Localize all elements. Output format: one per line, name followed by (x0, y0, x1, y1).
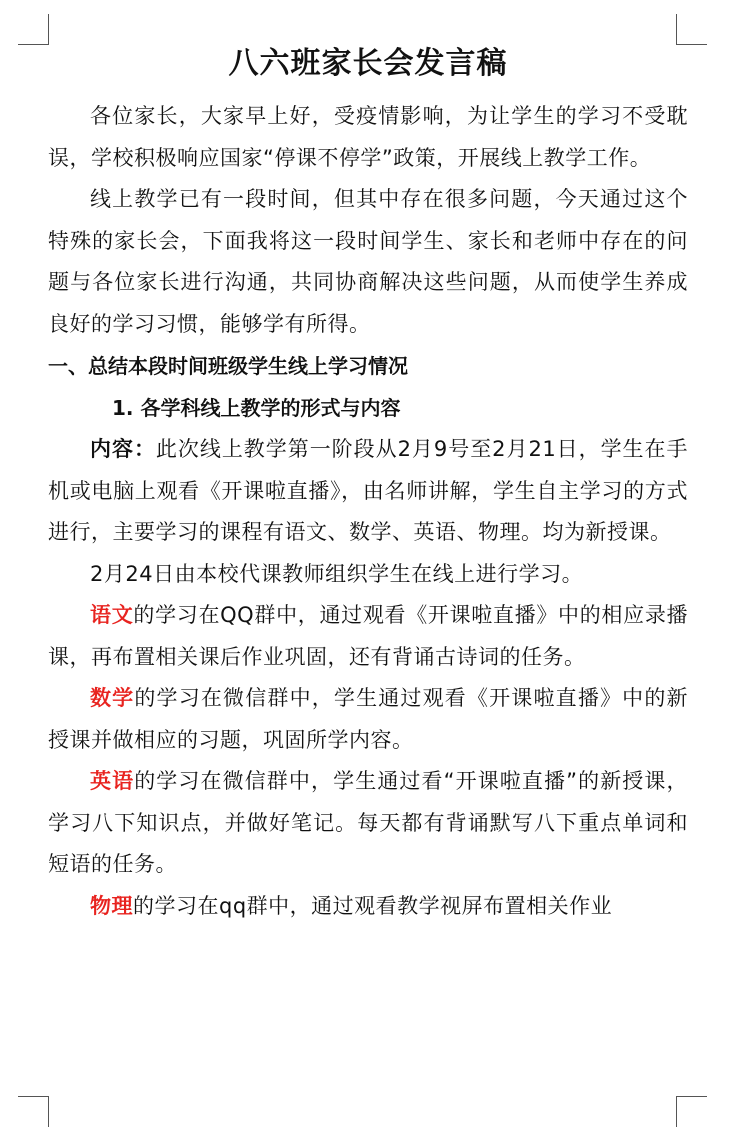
document-title: 八六班家长会发言稿 (228, 46, 508, 81)
paragraph-greeting: 各位家长，大家早上好，受疫情影响，为让学生的学习不受耽误，学校积极响应国家“停课不停学”政策，开展线上教学工作。 (48, 104, 688, 170)
section-heading-1: 一、总结本段时间班级学生线上学习情况 (48, 354, 408, 378)
content-label: 内容： (90, 437, 156, 461)
subject-name-physics: 物理 (90, 893, 133, 918)
page-corner-mark-top-left (18, 14, 49, 45)
subject-text-physics: 的学习在qq群中，通过观看教学视屏布置相关作业 (133, 893, 613, 918)
page-corner-mark-bottom-left (18, 1096, 49, 1127)
page-corner-mark-bottom-right (676, 1096, 707, 1127)
content-text: 此次线上教学第一阶段从2月9号至2月21日，学生在手机或电脑上观看《开课啦直播》，由名师讲解，学生自主学习的方式进行，主要学习的课程有语文、数学、英语、物理。均为新授课。 (48, 437, 689, 544)
subject-text-english: 的学习在微信群中，学生通过看“开课啦直播”的新授课，学习八下知识点，并做好笔记。每天都有背诵默写八下重点单词和短语的任务。 (48, 769, 688, 876)
paragraph-subject-math (48, 678, 688, 761)
subsection-heading-1-1: 1. 各学科线上教学的形式与内容 (112, 396, 401, 420)
paragraph-subject-physics (48, 886, 688, 928)
subject-name-chinese: 语文 (90, 603, 134, 627)
paragraph-subject-chinese (48, 595, 688, 678)
subject-text-math: 的学习在微信群中，学生通过观看《开课啦直播》中的新授课并做相应的习题，巩固所学内容。 (48, 686, 689, 752)
paragraph-date: 2月24日由本校代课教师组织学生在线上进行学习。 (90, 561, 584, 586)
paragraph-content (48, 429, 688, 554)
paragraph-subject-english (48, 761, 688, 886)
subject-name-english: 英语 (90, 769, 135, 793)
document-page (48, 42, 688, 927)
paragraph-purpose: 线上教学已有一段时间，但其中存在很多问题，今天通过这个特殊的家长会，下面我将这一段时间学生、家长和老师中存在的问题与各位家长进行沟通，共同协商解决这些问题，从而使学生养成良好的学习习惯，能够学有所得。 (48, 187, 688, 336)
page-corner-mark-top-right (676, 14, 707, 45)
subject-text-chinese: 的学习在QQ群中，通过观看《开课啦直播》中的相应录播课，再布置相关课后作业巩固，还有背诵古诗词的任务。 (48, 603, 689, 669)
subject-name-math: 数学 (90, 686, 135, 710)
